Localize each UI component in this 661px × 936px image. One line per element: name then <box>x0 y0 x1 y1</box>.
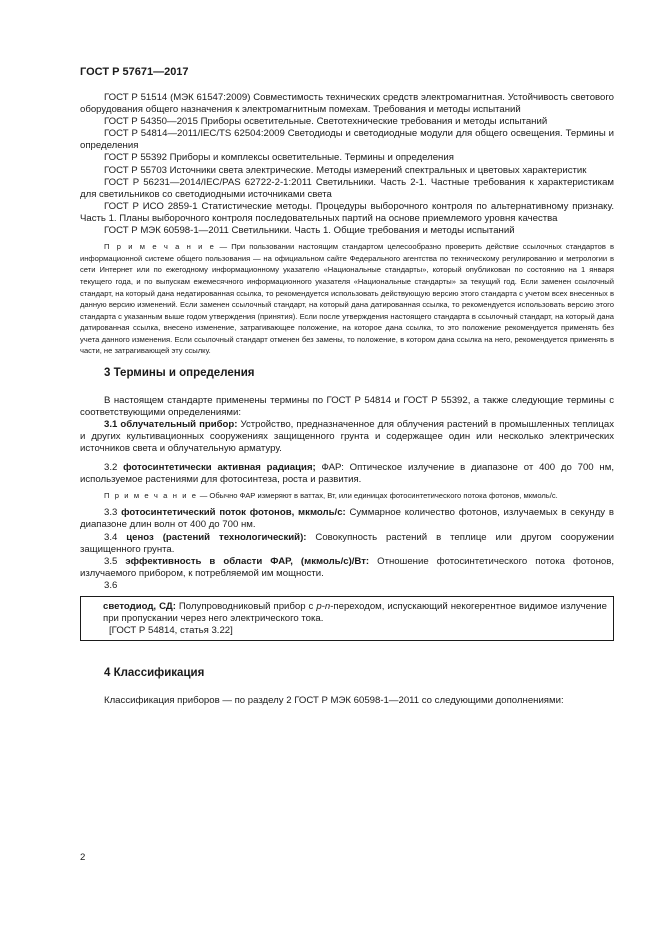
note-text: — Обычно ФАР измеряют в ваттах, Вт, или единицах фотосинтетического потока фотонов, мкмоль/с. <box>197 490 558 500</box>
term-definition: ФАР: Оптическое излучение в диапазоне от 400 до 700 нм, используемое растениями для фотосинтеза, роста и развития. <box>80 461 614 485</box>
term-3-5 <box>80 556 614 580</box>
term-definition: Отношение фотосинтетического потока фотонов, излучаемого прибором, к потребляемой им мощности. <box>80 555 614 579</box>
term-definition-cont: -переходом, испускающий некогерентное видимое излучение при пропускании через него электрического тока. <box>103 600 608 625</box>
term-name: эффективность в области ФАР, (мкмоль/с)/Вт: <box>125 555 370 567</box>
reference-item: ГОСТ Р 55703 Источники света электрические. Методы измерений спектральных и цветовых характеристик <box>104 164 587 176</box>
term-number: 3.4 <box>104 531 127 543</box>
term-name: ценоз (растений технологический): <box>126 531 307 543</box>
term-definition: Устройство, предназначенное для облучения растений в промышленных теплицах и других культивационных сооружениях защищенного грунта и содержащее один или несколько электрических источников света и облучательную арматуру. <box>80 419 614 455</box>
section-4-text: Классификация приборов — по разделу 2 ГОСТ Р МЭК 60598-1—2011 со следующими дополнениями: <box>104 695 564 707</box>
term-3-6-definition <box>103 601 607 625</box>
term-name: фотосинтетически активная радиация; <box>123 461 316 473</box>
pn-junction-symbol: p-n <box>316 600 331 612</box>
section-3-title: 3 Термины и определения <box>104 367 255 380</box>
term-name: облучательный прибор: <box>120 419 238 431</box>
reference-item: ГОСТ Р 56231—2014/IEC/PAS 62722-2-1:2011 Светильники. Часть 2-1. Частные требования к характеристикам для светильников со светодиодными источниками света <box>80 176 614 200</box>
reference-item: ГОСТ Р 55392 Приборы и комплексы осветительные. Термины и определения <box>104 152 454 164</box>
term-number: 3.3 <box>104 507 122 519</box>
section-3-intro: В настоящем стандарте применены термины по ГОСТ Р 54814 и ГОСТ Р 55392, а также следующие термины с соответствующими определениями: <box>80 395 614 419</box>
reference-item: ГОСТ Р ИСО 2859-1 Статистические методы. Процедуры выборочного контроля по альтернативному признаку. Часть 1. Планы выборочного контроля последовательных партий на основе приемлемого уровня качества <box>80 200 614 224</box>
term-name: светодиод, СД: <box>103 600 176 612</box>
term-3-6-box <box>80 596 614 641</box>
term-name: фотосинтетический поток фотонов, мкмоль/с: <box>121 507 346 519</box>
term-number: 3.2 <box>104 461 124 473</box>
document-header: ГОСТ Р 57671—2017 <box>80 66 189 78</box>
normative-references <box>80 92 614 237</box>
section-4-title: 4 Классификация <box>104 667 205 680</box>
term-3-1 <box>80 419 614 455</box>
term-definition: Полупроводниковый прибор с <box>175 600 317 612</box>
term-3-3 <box>80 507 614 531</box>
note-label: П р и м е ч а н и е <box>104 242 216 252</box>
term-number: 3.5 <box>104 555 126 567</box>
term-note <box>80 490 614 502</box>
reference-item: ГОСТ Р 51514 (МЭК 61547:2009) Совместимость технических средств электромагнитная. Устойчивость светового оборудования общего назначения к электромагнитным помехам. Требования и методы испытаний <box>80 92 614 116</box>
note-label: П р и м е ч а н и е <box>104 490 198 500</box>
reference-item: ГОСТ Р 54814—2011/IEC/TS 62504:2009 Светодиоды и светодиодные модули для общего освещения. Термины и определения <box>80 128 614 152</box>
term-3-6-number: 3.6 <box>104 579 118 591</box>
page-number: 2 <box>80 852 86 863</box>
term-number: 3.1 <box>104 419 121 431</box>
references-note <box>80 241 614 357</box>
term-definition: Совокупность растений в теплице или другом сооружении защищенного грунта. <box>80 531 614 555</box>
term-3-4 <box>80 532 614 556</box>
term-definition: Суммарное количество фотонов, излучаемых в секунду в диапазоне длин волн от 400 до 700 нм. <box>80 507 614 531</box>
note-text: — При пользовании настоящим стандартом целесообразно проверить действие ссылочных стандартов в информационной системе общего пользования — на официальном сайте Федерального агентства по техническому регулированию и метрологии в сети Интернет или по ежегодному информационному указателю «Национальные стандарты», который опубликован по состоянию на 1 января текущего года, и по выпускам ежемесячного информационного указателя «Национальные стандарты» за текущий год. Если заменен ссылочный стандарт, на который дана недатированная ссылка, то рекомендуется использовать действующую версию этого стандарта с учетом всех внесенных в данную версию изменений. Если заменен ссылочный стандарт, на который дана датированная ссылка, то рекомендуется использовать версию этого стандарта с указанным выше годом утверждения (принятия). Если после утверждения настоящего стандарта в ссылочный стандарт, на который дана датированная ссылка, внесено изменение, затрагивающее положение, на которое дана ссылка, то это положение рекомендуется применять без учета данного изменения. Если ссылочный стандарт отменен без замены, то положение, в котором дана ссылка на него, рекомендуется применять в части, не затрагивающей эту ссылку. <box>80 242 614 356</box>
reference-item: ГОСТ Р 54350—2015 Приборы осветительные. Светотехнические требования и методы испытаний <box>104 116 548 128</box>
term-3-2 <box>80 462 614 486</box>
page-content <box>80 92 614 707</box>
reference-item: ГОСТ Р МЭК 60598-1—2011 Светильники. Часть 1. Общие требования и методы испытаний <box>104 225 515 237</box>
term-source: [ГОСТ Р 54814, статья 3.22] <box>109 625 233 637</box>
